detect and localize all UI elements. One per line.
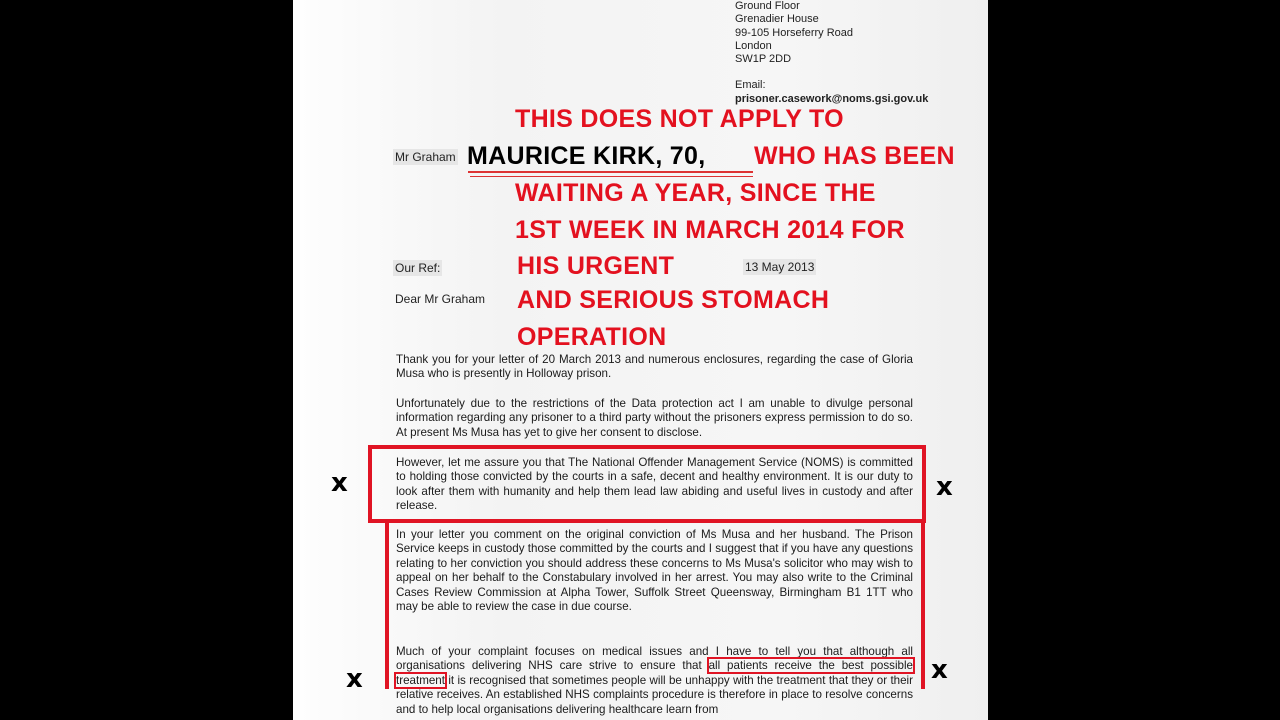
paragraph-1: Thank you for your letter of 20 March 2013 and numerous enclosures, regarding the case of Gloria Musa who is presently in Holloway prison.: [396, 353, 913, 381]
paragraph-2: Unfortunately due to the restrictions of the Data protection act I am unable to divulge personal information regarding any prisoner to a third party without the prisoners express permission to do so. At present Ms Musa has yet to give her consent to disclose.: [396, 397, 913, 439]
name-underline-2: [470, 176, 753, 177]
x-mark-left-1: x: [331, 468, 348, 498]
overlay-line-4: 1ST WEEK IN MARCH 2014 FOR: [515, 216, 905, 244]
recipient-name: Mr Graham: [395, 150, 456, 164]
overlay-line-3: WAITING A YEAR, SINCE THE: [515, 179, 876, 207]
salutation: Dear Mr Graham: [395, 292, 486, 306]
paragraph-5-part-1: Much of your complaint focuses on medical issues and I have to tell you that although all organisations delivering NHS care strive to ensure that: [396, 645, 913, 673]
address-line: SW1P 2DD: [735, 53, 792, 66]
x-mark-left-2: x: [346, 664, 363, 694]
scanned-letter-page: [293, 0, 988, 720]
highlight-best-possible: all patients receive the best possible: [708, 659, 913, 673]
overlay-line-6: AND SERIOUS STOMACH: [517, 286, 830, 314]
x-mark-right-1: x: [936, 472, 953, 502]
address-line: London: [735, 39, 772, 52]
overlay-line-7: OPERATION: [517, 323, 667, 351]
address-line: Ground Floor: [735, 0, 800, 12]
our-ref-label: Our Ref:: [395, 261, 441, 275]
address-line: Grenadier House: [735, 13, 819, 26]
x-mark-right-2: x: [931, 655, 948, 685]
overlay-name: MAURICE KIRK, 70,: [467, 142, 706, 170]
paragraph-5: [396, 645, 913, 717]
name-underline: [468, 171, 753, 173]
paragraph-5-part-2: it is recognised that sometimes people will be unhappy with the treatment that they or their relative receives. An established NHS complaints procedure is therefore in place to resolve concerns and to help local organisations delivering healthcare learn from: [396, 673, 913, 716]
email-label: Email:: [735, 79, 766, 92]
overlay-line-5: HIS URGENT: [517, 252, 675, 280]
email-address: prisoner.casework@noms.gsi.gov.uk: [735, 92, 929, 105]
overlay-line-1: THIS DOES NOT APPLY TO: [515, 105, 844, 133]
paragraph-3: However, let me assure you that The National Offender Management Service (NOMS) is committed to holding those convicted by the courts in a safe, decent and healthy environment. It is our duty to look after them with humanity and help them lead law abiding and useful lives in custody and after release.: [396, 456, 913, 513]
sender-address: [735, 0, 928, 106]
letter-date: 13 May 2013: [745, 260, 815, 274]
highlight-treatment: treatment: [396, 673, 445, 687]
paragraph-4: In your letter you comment on the original conviction of Ms Musa and her husband. The Prison Service keeps in custody those committed by the courts and I suggest that if you have any questions relating to her conviction you should address these concerns to Ms Musa's solicitor who may wish to appeal on her behalf to the Constabulary involved in her arrest. You may also write to the Criminal Cases Review Commission at Alpha Tower, Suffolk Street Queensway, Birmingham B1 1TT who may be able to review the case in due course.: [396, 528, 913, 614]
address-line: 99-105 Horseferry Road: [735, 26, 854, 39]
overlay-line-2: WHO HAS BEEN: [754, 142, 955, 170]
